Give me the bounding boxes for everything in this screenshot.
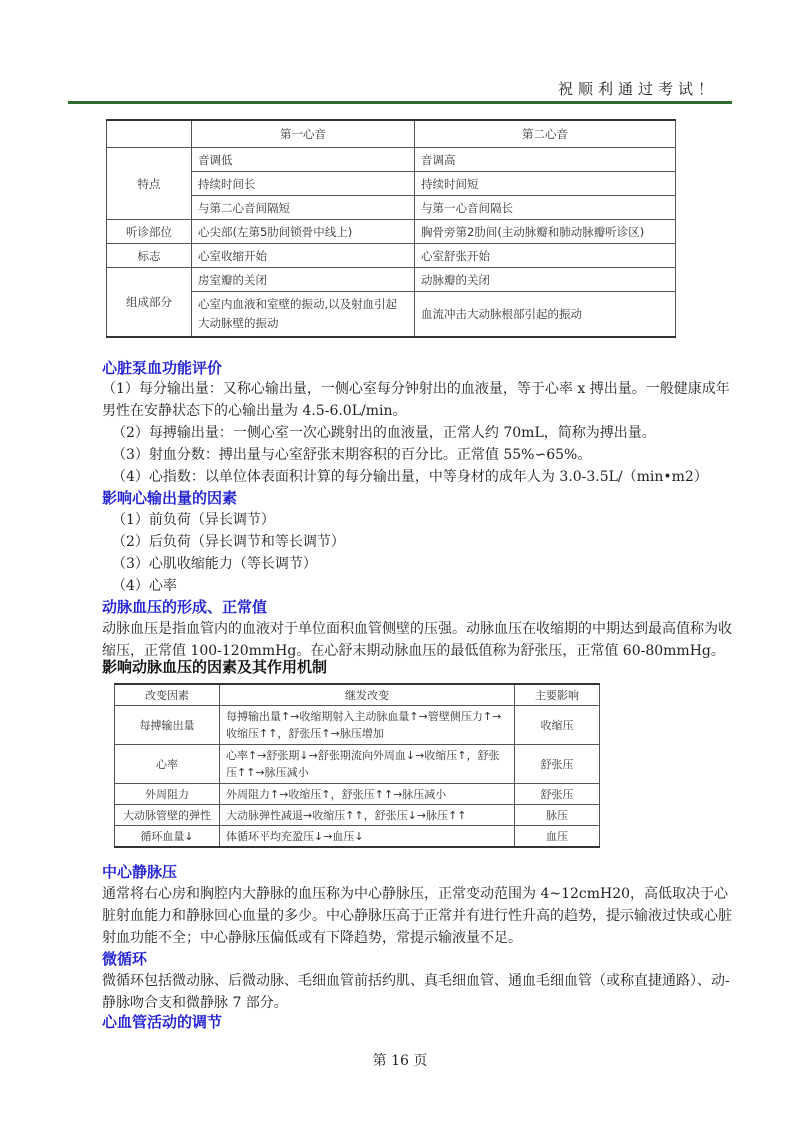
table-cell: 与第二心音间隔短 bbox=[192, 196, 415, 220]
list-item: （1）前负荷（异长调节） bbox=[112, 512, 275, 528]
table-cell: 音调低 bbox=[192, 148, 415, 172]
paragraph-microcirculation: 微循环包括微动脉、后微动脉、毛细血管前括约肌、真毛细血管、通血毛细血管（或称直捷通路）、动-静脉吻合支和微静脉 7 部分。 bbox=[102, 973, 730, 1011]
table-row bbox=[115, 826, 600, 848]
paragraph-cardiac-output: （1）每分输出量：又称心输出量，一侧心室每分钟射出的血液量，等于心率 x 搏出量。一般健康成年男性在安静状态下的心输出量为 4.5-6.0L/min。 bbox=[102, 381, 730, 419]
table-header-cell bbox=[107, 120, 192, 148]
section-title-arterial-pressure: 动脉血压的形成、正常值 bbox=[102, 598, 268, 616]
header-rule bbox=[68, 101, 732, 104]
table-category-cell: 特点 bbox=[107, 148, 192, 220]
table-header-row bbox=[107, 120, 676, 148]
section-title-pump-function: 心脏泵血功能评价 bbox=[102, 359, 223, 377]
table-cell: 外周阻力↑→收缩压↑，舒张压↑↑→脉压减小 bbox=[220, 784, 515, 805]
table-header-cell: 改变因素 bbox=[115, 684, 220, 706]
table-category-cell: 标志 bbox=[107, 244, 192, 268]
table-cell: 心尖部(左第5肋间锁骨中线上) bbox=[192, 220, 415, 244]
paragraph-arterial-pressure: 动脉血压是指血管内的血液对于单位面积血管侧壁的压强。动脉血压在收缩期的中期达到最高值称为收缩压，正常值 100-120mmHg。在心舒末期动脉血压的最低值称为舒张压，正常值 60-80mmHg。 bbox=[102, 621, 732, 659]
table-row bbox=[107, 148, 676, 172]
table-row bbox=[115, 745, 600, 784]
table-row bbox=[107, 196, 676, 220]
list-item: （3）射血分数：搏出量与心室舒张末期容积的百分比。正常值 55%∽65%。 bbox=[112, 447, 592, 463]
header-slogan: 祝顺利通过考试！ bbox=[557, 80, 718, 98]
table-cell: 心率 bbox=[115, 745, 220, 784]
table-cell: 心室收缩开始 bbox=[192, 244, 415, 268]
table-row bbox=[107, 268, 676, 292]
table-cell: 舒张压 bbox=[515, 745, 600, 784]
table-row bbox=[115, 805, 600, 826]
table-cell: 心室舒张开始 bbox=[415, 244, 676, 268]
section-title-microcirculation: 微循环 bbox=[102, 950, 148, 968]
table-header-row bbox=[115, 684, 600, 706]
table-cell: 心率↑→舒张期↓→舒张期流向外周血↓→收缩压↑，舒张压↑↑→脉压减小 bbox=[220, 745, 515, 784]
table-cell: 收缩压 bbox=[515, 706, 600, 745]
table-cell: 每搏输出量 bbox=[115, 706, 220, 745]
table-row bbox=[107, 292, 676, 338]
table-cell: 循环血量↓ bbox=[115, 826, 220, 848]
table-header-cell: 第二心音 bbox=[415, 120, 676, 148]
table-cell: 脉压 bbox=[515, 805, 600, 826]
table-cell: 血压 bbox=[515, 826, 600, 848]
table-header-cell: 主要影响 bbox=[515, 684, 600, 706]
section-title-cardiovascular-regulation: 心血管活动的调节 bbox=[102, 1013, 223, 1031]
table-cell: 血流冲击大动脉根部引起的振动 bbox=[415, 292, 676, 338]
table-cell: 大动脉管壁的弹性 bbox=[115, 805, 220, 826]
table-cell: 外周阻力 bbox=[115, 784, 220, 805]
list-item: （3）心肌收缩能力（等长调节） bbox=[112, 556, 317, 572]
list-item: （2）每搏输出量：一侧心室一次心跳射出的血液量，正常人约 70mL，简称为搏出量。 bbox=[112, 425, 656, 441]
table-row bbox=[107, 220, 676, 244]
table-row bbox=[107, 172, 676, 196]
table-cell: 大动脉弹性减退→收缩压↑↑，舒张压↓→脉压↑↑ bbox=[220, 805, 515, 826]
table-row bbox=[115, 706, 600, 745]
table-header-cell: 第一心音 bbox=[192, 120, 415, 148]
bp-factors-table bbox=[114, 683, 600, 848]
table-cell: 舒张压 bbox=[515, 784, 600, 805]
table-row bbox=[107, 244, 676, 268]
list-item: （4）心指数：以单位体表面积计算的每分输出量，中等身材的成年人为 3.0-3.5L/（min•m2） bbox=[112, 469, 708, 485]
table-cell: 动脉瓣的关闭 bbox=[415, 268, 676, 292]
table-cell: 音调高 bbox=[415, 148, 676, 172]
table-cell: 房室瓣的关闭 bbox=[192, 268, 415, 292]
table-cell: 持续时间长 bbox=[192, 172, 415, 196]
table-cell: 与第一心音间隔长 bbox=[415, 196, 676, 220]
section-title-output-factors: 影响心输出量的因素 bbox=[102, 489, 238, 507]
list-item: （2）后负荷（异长调节和等长调节） bbox=[112, 534, 345, 550]
table-category-cell: 组成部分 bbox=[107, 268, 192, 338]
table-cell: 持续时间短 bbox=[415, 172, 676, 196]
section-title-bp-factors: 影响动脉血压的因素及其作用机制 bbox=[102, 658, 328, 676]
heart-sound-table bbox=[106, 119, 676, 338]
table-cell: 心室内血液和室壁的振动,以及射血引起大动脉壁的振动 bbox=[192, 292, 415, 338]
section-title-central-venous-pressure: 中心静脉压 bbox=[102, 863, 178, 881]
table-cell: 胸骨旁第2肋间(主动脉瓣和肺动脉瓣听诊区) bbox=[415, 220, 676, 244]
table-cell: 每搏输出量↑→收缩期射入主动脉血量↑→管壁侧压力↑→收缩压↑↑，舒张压↑→脉压增加 bbox=[220, 706, 515, 745]
paragraph-central-venous-pressure: 通常将右心房和胸腔内大静脉的血压称为中心静脉压，正常变动范围为 4~12cmH20，高低取决于心脏射血能力和静脉回心血量的多少。中心静脉压高于正常并有进行性升高的趋势，提示输液过快或心脏射血功能不全；中心静脉压偏低或有下降趋势，常提示输液量不足。 bbox=[102, 886, 732, 946]
table-header-cell: 继发改变 bbox=[220, 684, 515, 706]
table-cell: 体循环平均充盈压↓→血压↓ bbox=[220, 826, 515, 848]
table-category-cell: 听诊部位 bbox=[107, 220, 192, 244]
list-item: （4）心率 bbox=[112, 578, 177, 594]
page-number: 第 16 页 bbox=[372, 1053, 428, 1069]
table-row bbox=[115, 784, 600, 805]
